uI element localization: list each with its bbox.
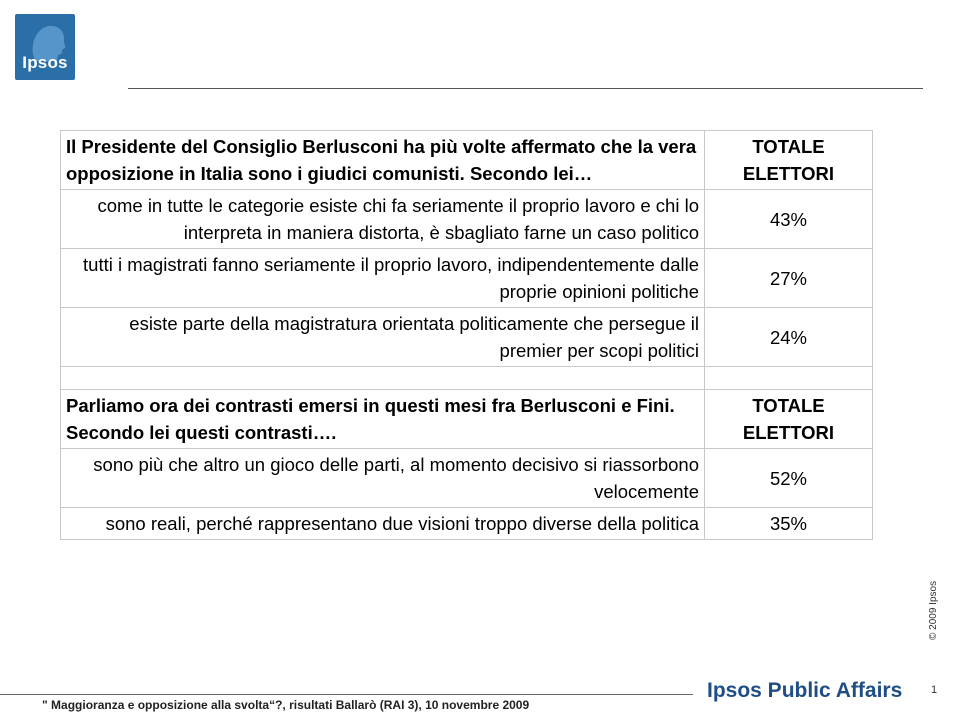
empty-cell [705, 367, 873, 390]
footer-divider [0, 694, 693, 695]
table-header-row [61, 131, 873, 190]
answer-cell: tutti i magistrati fanno seriamente il proprio lavoro, indipendentemente dalle proprie opinioni politiche [61, 249, 705, 308]
survey-results-table [60, 130, 873, 540]
percentage-cell: 27% [705, 249, 873, 308]
table-row [61, 190, 873, 249]
answer-cell: sono più che altro un gioco delle parti, al momento decisivo si riassorbono velocemente [61, 449, 705, 508]
empty-cell [61, 367, 705, 390]
question-cell: Parliamo ora dei contrasti emersi in questi mesi fra Berlusconi e Fini. Secondo lei questi contrasti…. [61, 390, 705, 449]
table-row [61, 449, 873, 508]
logo-text: Ipsos [22, 53, 68, 72]
table-row [61, 249, 873, 308]
column-header: TOTALE ELETTORI [705, 390, 873, 449]
table-row [61, 508, 873, 540]
answer-cell: esiste parte della magistratura orientata politicamente che persegue il premier per scopi politici [61, 308, 705, 367]
percentage-cell: 35% [705, 508, 873, 540]
percentage-cell: 52% [705, 449, 873, 508]
answer-cell: sono reali, perché rappresentano due visioni troppo diverse della politica [61, 508, 705, 540]
footer-brand: Ipsos Public Affairs [707, 679, 903, 702]
percentage-cell: 43% [705, 190, 873, 249]
percentage-cell: 24% [705, 308, 873, 367]
spacer-row [61, 367, 873, 390]
table-header-row [61, 390, 873, 449]
page-number: 1 [931, 684, 938, 696]
answer-cell: come in tutte le categorie esiste chi fa seriamente il proprio lavoro e chi lo interpreta in maniera distorta, è sbagliato farne un caso politico [61, 190, 705, 249]
ipsos-logo [15, 14, 75, 80]
question-cell: Il Presidente del Consiglio Berlusconi ha più volte affermato che la vera opposizione in Italia sono i giudici comunisti. Secondo lei… [61, 131, 705, 190]
table-row [61, 308, 873, 367]
copyright-notice: © 2009 Ipsos [928, 580, 939, 640]
column-header: TOTALE ELETTORI [705, 131, 873, 190]
header-divider [128, 88, 923, 89]
footer-source: " Maggioranza e opposizione alla svolta“?, risultati Ballarò (RAI 3), 10 novembre 2009 [42, 698, 530, 712]
